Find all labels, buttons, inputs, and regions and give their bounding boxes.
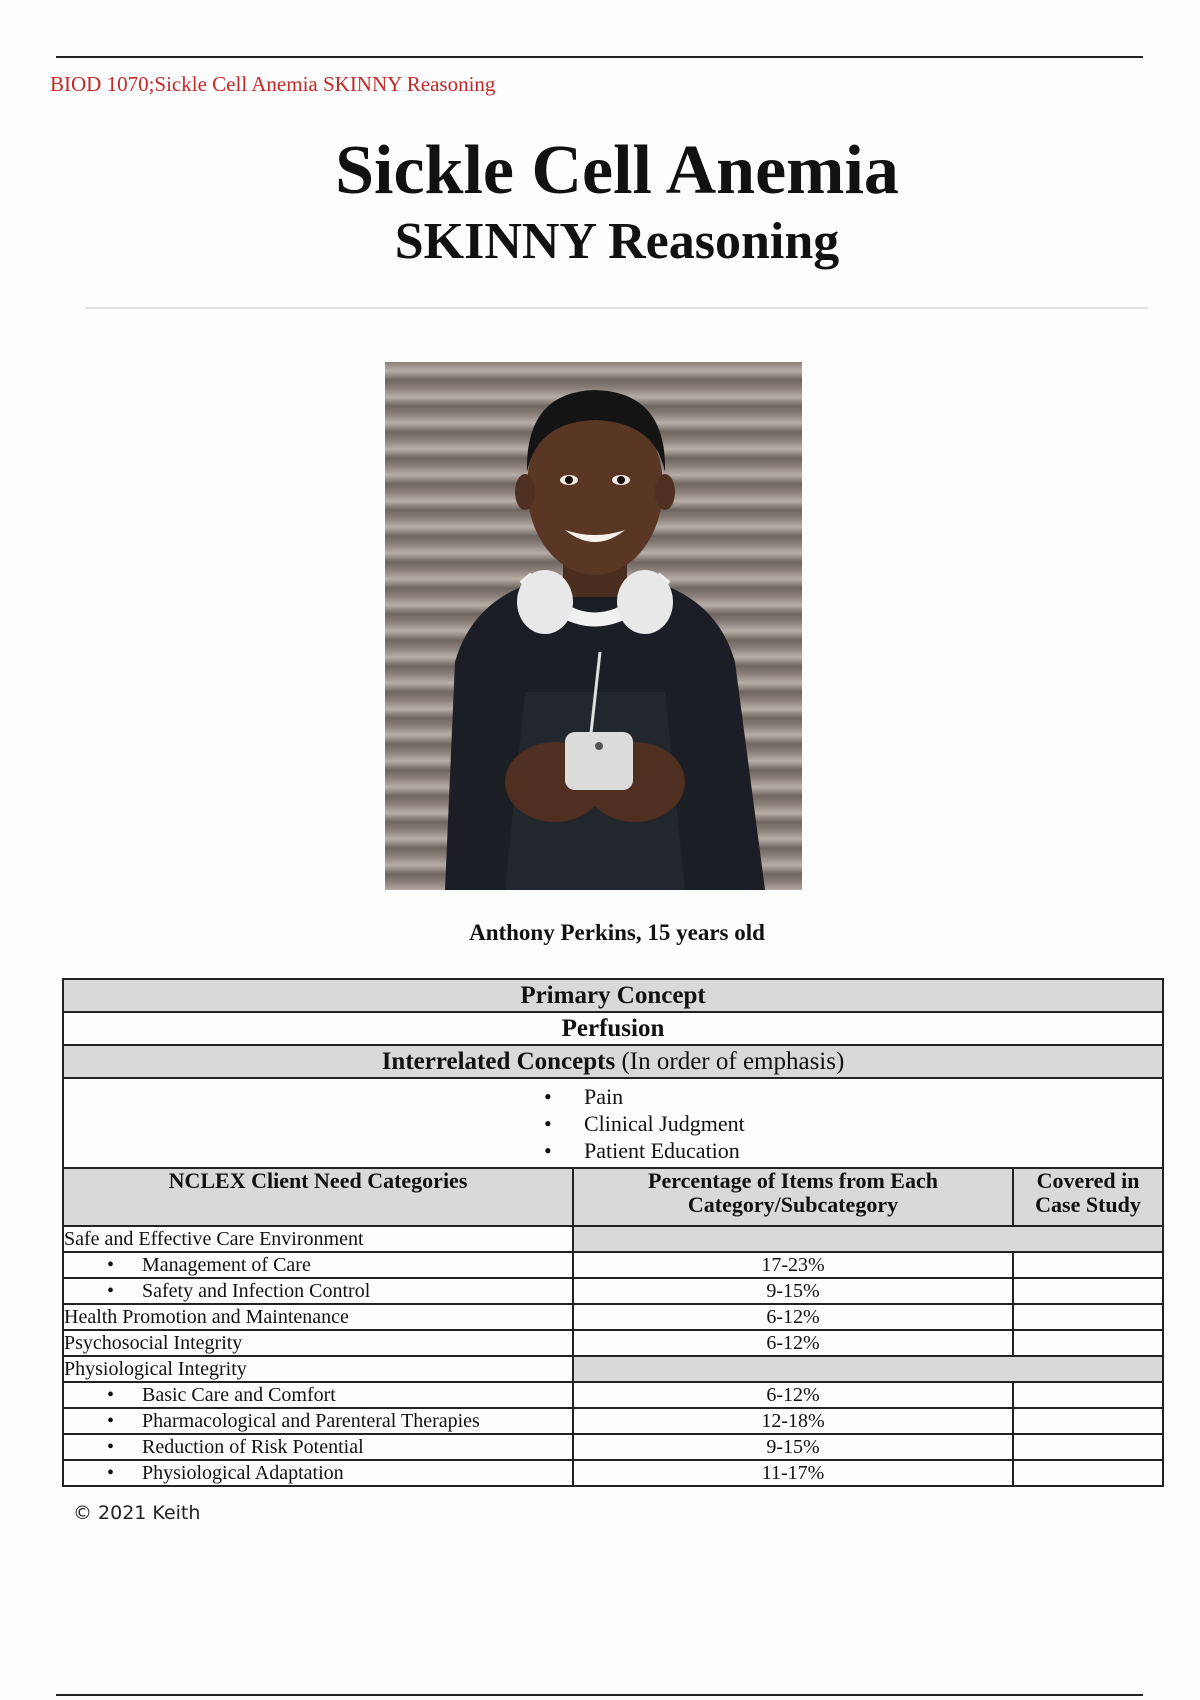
copyright-footer: © 2021 Keith: [73, 1502, 201, 1524]
covered-cell: [1013, 1408, 1163, 1434]
covered-cell: [1013, 1278, 1163, 1304]
table-row: • Reduction of Risk Potential 9-15%: [63, 1434, 1163, 1460]
interrelated-concepts-header: Interrelated Concepts (In order of emphasis): [63, 1045, 1163, 1078]
top-rule: [56, 56, 1143, 58]
table-row: Health Promotion and Maintenance 6-12%: [63, 1304, 1163, 1330]
table-row: Psychosocial Integrity 6-12%: [63, 1330, 1163, 1356]
table-row: Safe and Effective Care Environment: [63, 1226, 1163, 1252]
covered-cell: [1013, 1382, 1163, 1408]
list-item: • Clinical Judgment: [64, 1110, 1162, 1137]
column-header-percentage: Percentage of Items from Each Category/Subcategory: [573, 1168, 1013, 1226]
table-row: • Management of Care 17-23%: [63, 1252, 1163, 1278]
table-row: • Basic Care and Comfort 6-12%: [63, 1382, 1163, 1408]
page-subtitle: SKINNY Reasoning: [394, 213, 840, 270]
patient-photo-illustration: [385, 362, 802, 890]
interrelated-concepts-list: [63, 1078, 1163, 1168]
covered-cell: [1013, 1434, 1163, 1460]
patient-photo: [385, 362, 802, 890]
title-divider: [85, 307, 1148, 309]
column-header-category: NCLEX Client Need Categories: [63, 1168, 573, 1226]
table-row: Physiological Integrity: [63, 1356, 1163, 1382]
column-header-covered: Covered in Case Study: [1013, 1168, 1163, 1226]
table-row: • Safety and Infection Control 9-15%: [63, 1278, 1163, 1304]
primary-concept-value: Perfusion: [63, 1012, 1163, 1045]
primary-concept-header: Primary Concept: [63, 979, 1163, 1012]
table-row: • Pharmacological and Parenteral Therapies 12-18%: [63, 1408, 1163, 1434]
covered-cell: [1013, 1252, 1163, 1278]
patient-caption: Anthony Perkins, 15 years old: [469, 920, 765, 945]
covered-cell: [1013, 1330, 1163, 1356]
concept-table: [62, 978, 1164, 1487]
list-item: • Pain: [64, 1083, 1162, 1110]
course-label: BIOD 1070;Sickle Cell Anemia SKINNY Reasoning: [50, 72, 496, 96]
covered-cell: [1013, 1460, 1163, 1486]
covered-cell: [1013, 1304, 1163, 1330]
table-row: • Physiological Adaptation 11-17%: [63, 1460, 1163, 1486]
list-item: • Patient Education: [64, 1137, 1162, 1164]
bottom-rule: [56, 1694, 1143, 1696]
page-title: Sickle Cell Anemia: [335, 132, 899, 209]
